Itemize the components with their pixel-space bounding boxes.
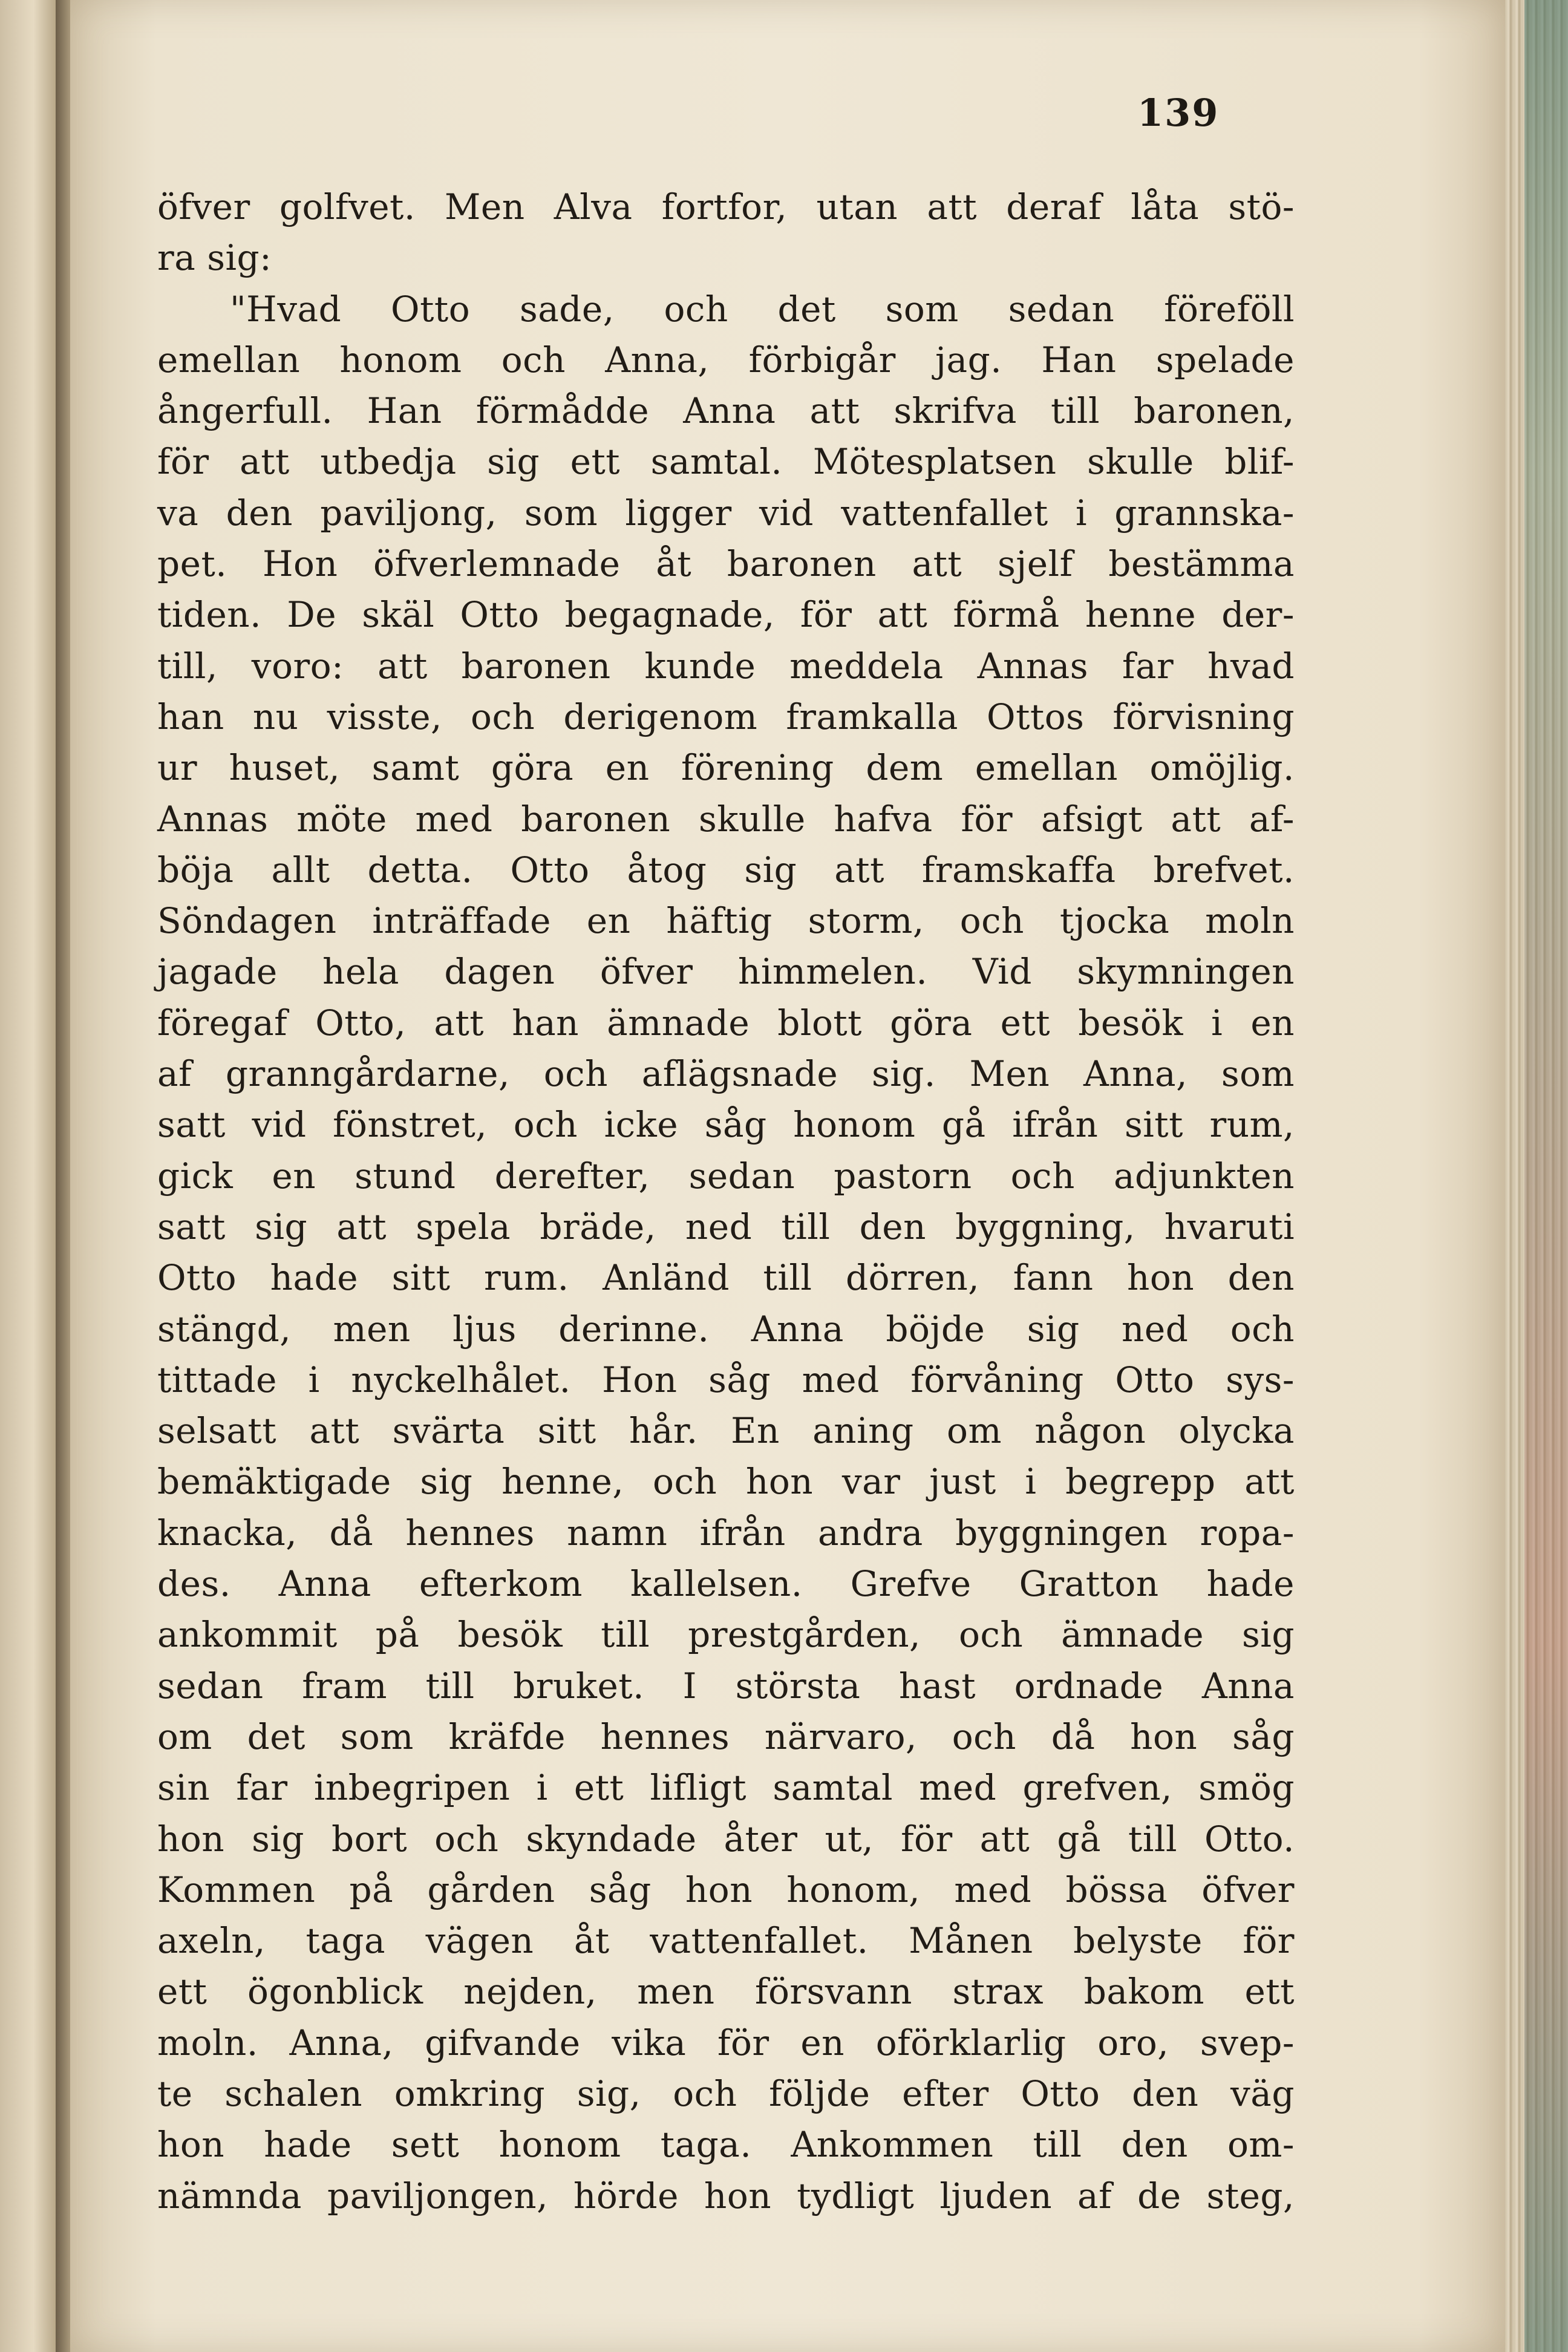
text-line: satt sig att spela bräde, ned till den byggning, hvaruti bbox=[157, 1206, 1295, 1247]
text-line: knacka, då hennes namn ifrån andra byggningen ropa- bbox=[157, 1512, 1295, 1553]
text-line: axeln, taga vägen åt vattenfallet. Månen belyste för bbox=[157, 1920, 1295, 1962]
text-line: Annas möte med baronen skulle hafva för afsigt att af- bbox=[157, 798, 1295, 840]
text-line: hon sig bort och skyndade åter ut, för att gå till Otto. bbox=[157, 1818, 1295, 1860]
text-line: sin far inbegripen i ett lifligt samtal med grefven, smög bbox=[157, 1767, 1295, 1809]
text-line: sedan fram till bruket. I största hast ordnade Anna bbox=[157, 1665, 1295, 1707]
text-line: satt vid fönstret, och icke såg honom gå ifrån sitt rum, bbox=[157, 1104, 1295, 1146]
marbled-cover-edge bbox=[1524, 0, 1568, 2352]
text-line: emellan honom och Anna, förbigår jag. Han spelade bbox=[157, 339, 1295, 381]
text-line: Söndagen inträffade en häftig storm, och tjocka moln bbox=[157, 900, 1295, 942]
text-line: nämnda paviljongen, hörde hon tydligt ljuden af de steg, bbox=[157, 2175, 1295, 2216]
text-line: ett ögonblick nejden, men försvann strax bakom ett bbox=[157, 1971, 1295, 2013]
body-text bbox=[157, 181, 1295, 2221]
text-line: Otto hade sitt rum. Anländ till dörren, fann hon den bbox=[157, 1257, 1295, 1299]
text-line: hon hade sett honom taga. Ankommen till den om- bbox=[157, 2124, 1295, 2166]
page-number: 139 bbox=[1137, 91, 1220, 135]
text-line: des. Anna efterkom kallelsen. Grefve Gratton hade bbox=[157, 1563, 1295, 1605]
text-line: till, voro: att baronen kunde meddela Annas far hvad bbox=[157, 645, 1295, 687]
text-line: ångerfull. Han förmådde Anna att skrifva till baronen, bbox=[157, 390, 1295, 432]
text-line: Kommen på gården såg hon honom, med bössa öfver bbox=[157, 1869, 1295, 1910]
text-line: "Hvad Otto sade, och det som sedan föreföll bbox=[230, 288, 1295, 330]
text-line: jagade hela dagen öfver himmelen. Vid skymningen bbox=[157, 951, 1295, 993]
text-line: ankommit på besök till prestgården, och ämnade sig bbox=[157, 1614, 1295, 1656]
text-line: ra sig: bbox=[157, 237, 272, 279]
text-line: om det som kräfde hennes närvaro, och då hon såg bbox=[157, 1716, 1295, 1757]
text-line: tittade i nyckelhålet. Hon såg med förvåning Otto sys- bbox=[157, 1359, 1295, 1400]
text-line: gick en stund derefter, sedan pastorn och adjunkten bbox=[157, 1155, 1295, 1197]
text-line: selsatt att svärta sitt hår. En aning om någon olycka bbox=[157, 1410, 1295, 1452]
text-line: för att utbedja sig ett samtal. Mötesplatsen skulle blif- bbox=[157, 441, 1295, 483]
text-line: han nu visste, och derigenom framkalla Ottos förvisning bbox=[157, 696, 1295, 737]
text-line: tiden. De skäl Otto begagnade, för att förmå henne der- bbox=[157, 594, 1295, 636]
book-gutter bbox=[56, 0, 70, 2352]
text-line: öfver golfvet. Men Alva fortfor, utan att deraf låta stö- bbox=[157, 186, 1295, 227]
text-line: moln. Anna, gifvande vika för en oförklarlig oro, svep- bbox=[157, 2022, 1295, 2063]
text-line: te schalen omkring sig, och följde efter Otto den väg bbox=[157, 2073, 1295, 2114]
facing-page-edge bbox=[0, 0, 56, 2352]
text-line: pet. Hon öfverlemnade åt baronen att sjelf bestämma bbox=[157, 543, 1295, 585]
text-line: föregaf Otto, att han ämnade blott göra ett besök i en bbox=[157, 1002, 1295, 1044]
text-line: af granngårdarne, och aflägsnade sig. Men Anna, som bbox=[157, 1053, 1295, 1095]
text-line: va den paviljong, som ligger vid vattenfallet i grannska- bbox=[157, 492, 1295, 534]
text-line: böja allt detta. Otto åtog sig att framskaffa brefvet. bbox=[157, 849, 1295, 890]
text-line: ur huset, samt göra en förening dem emellan omöjlig. bbox=[157, 747, 1295, 789]
text-line: bemäktigade sig henne, och hon var just i begrepp att bbox=[157, 1461, 1295, 1503]
text-line: stängd, men ljus derinne. Anna böjde sig ned och bbox=[157, 1308, 1295, 1350]
